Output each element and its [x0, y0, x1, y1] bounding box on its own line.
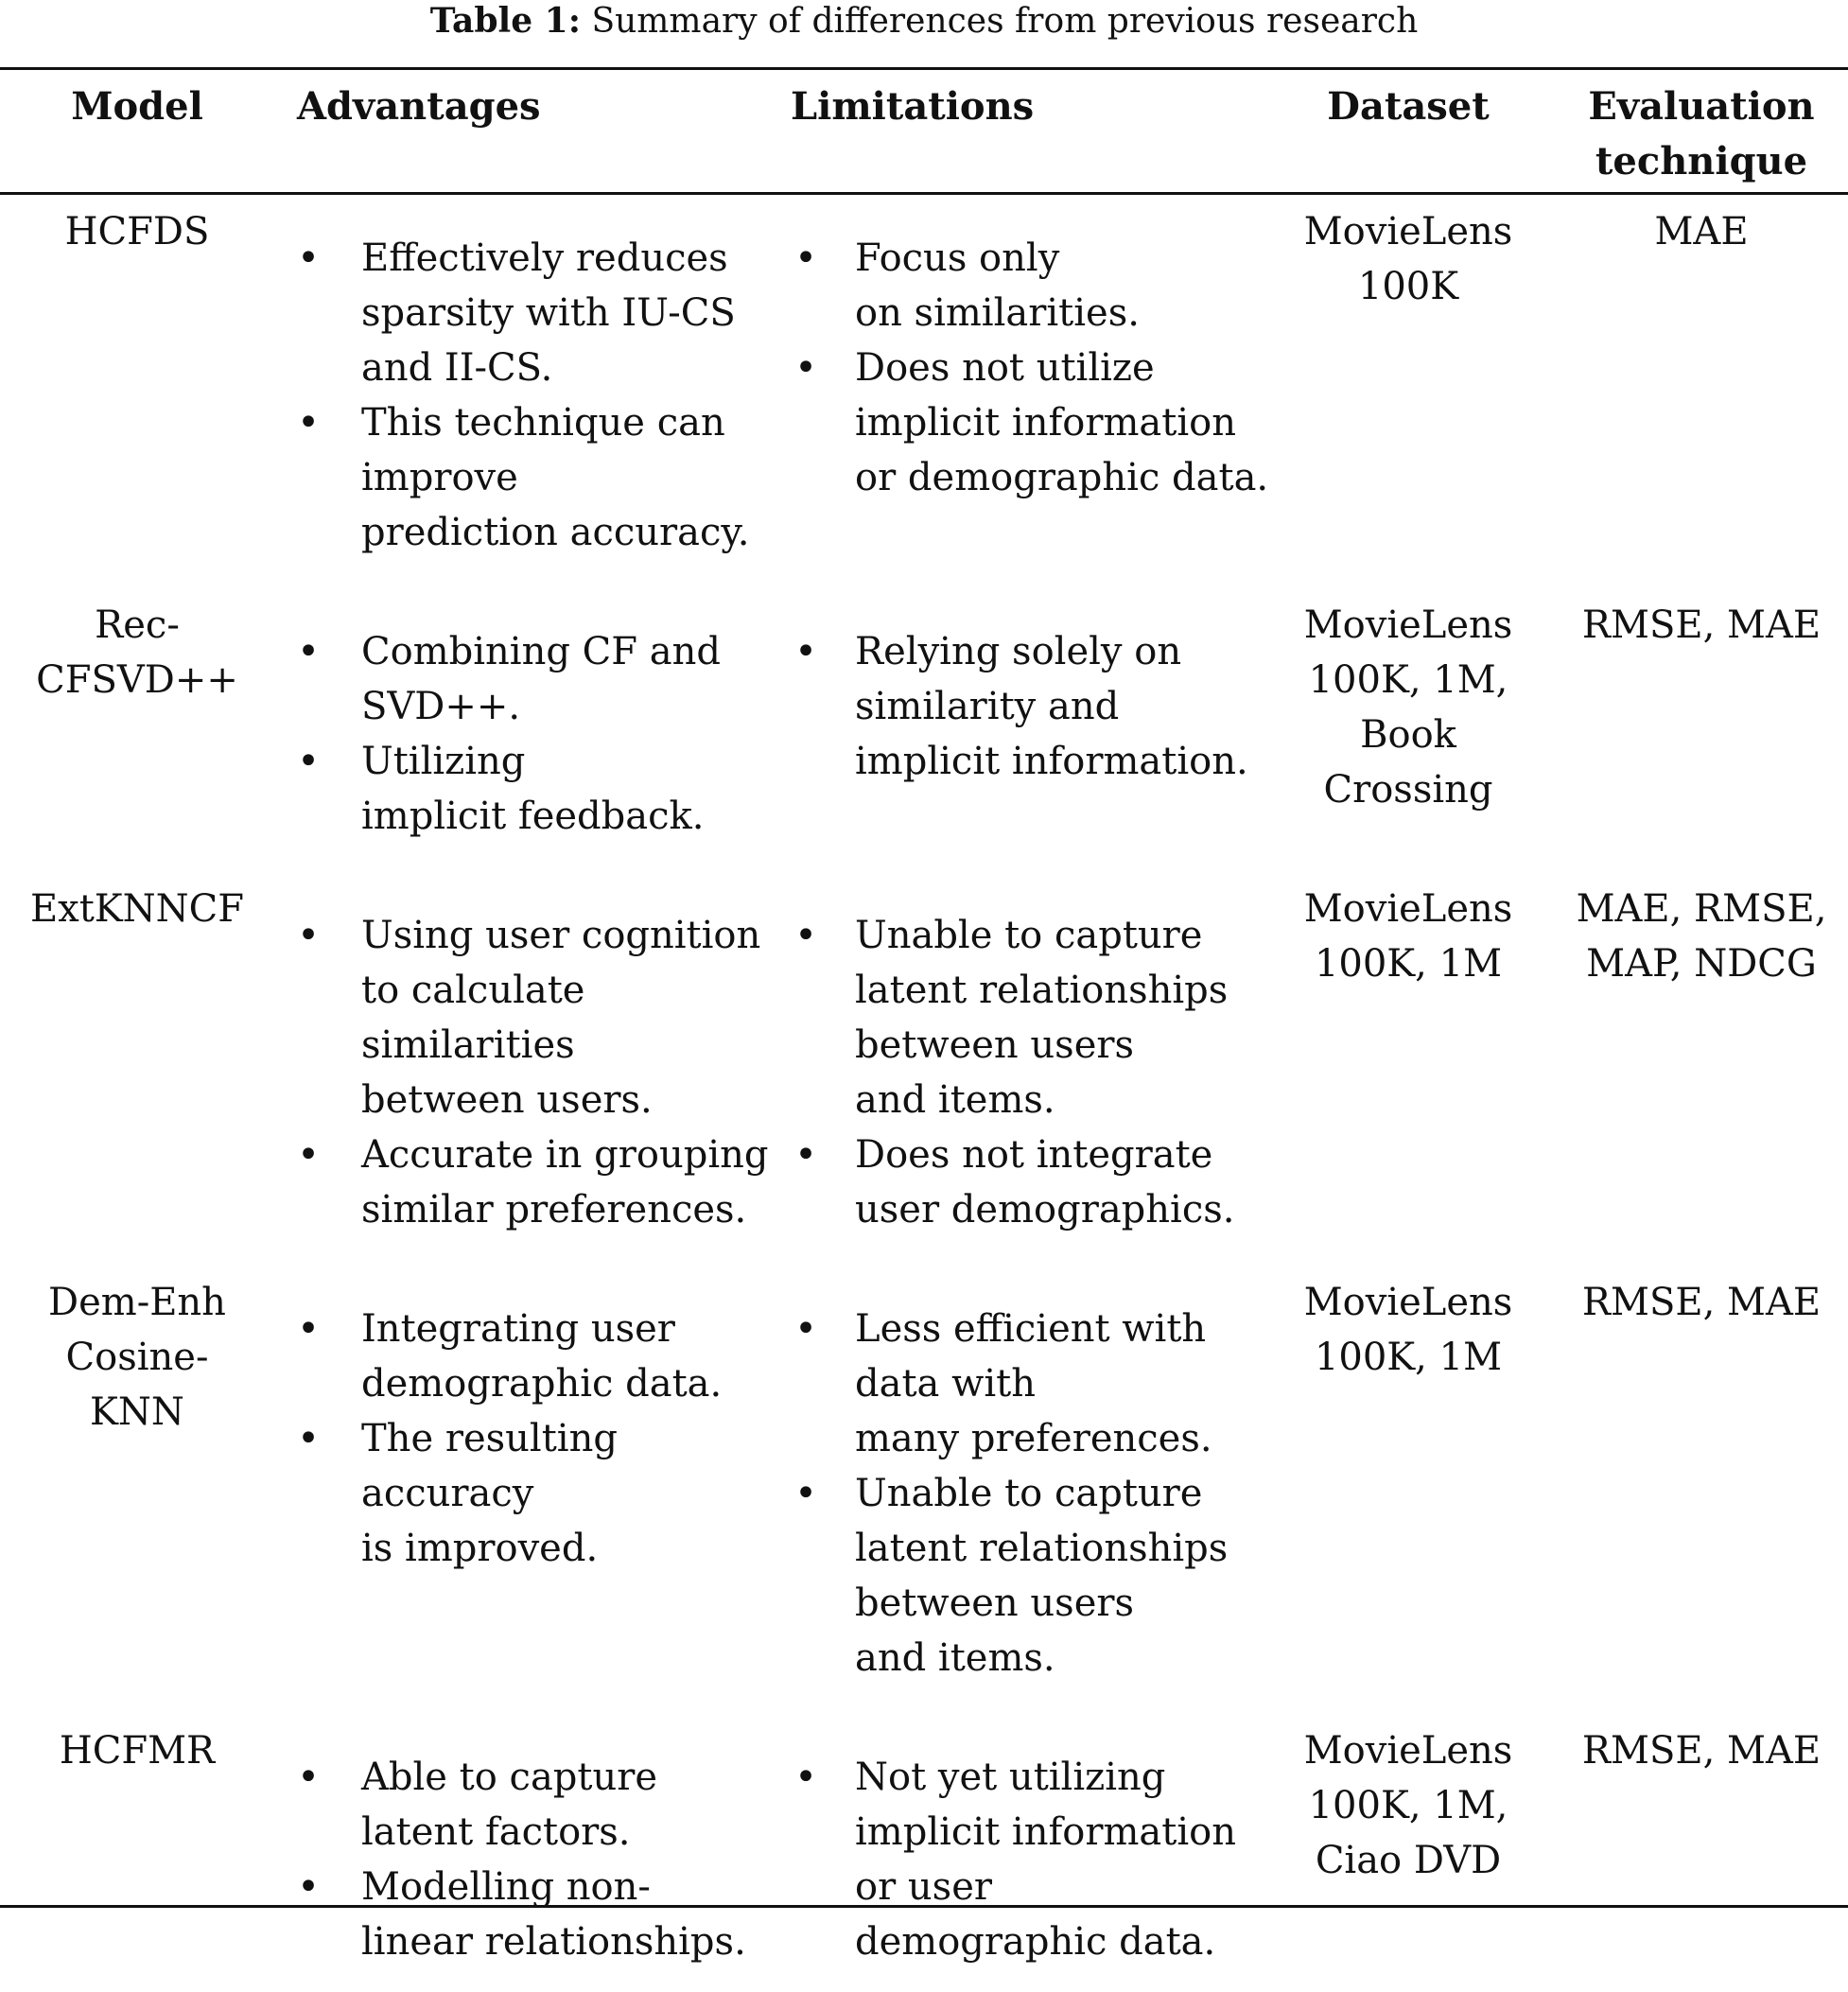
bullet-icon: •	[794, 1133, 817, 1177]
limitations-cell-list	[779, 866, 1256, 1260]
list-item-line: latent relationships	[855, 969, 1229, 1012]
list-item	[286, 624, 762, 734]
list-item-line: This technique can	[361, 401, 725, 445]
list-item	[779, 231, 1256, 341]
list-item-line: is improved.	[361, 1527, 599, 1570]
caption-label: Table 1:	[429, 1, 581, 41]
list-item	[286, 1127, 769, 1237]
dataset-cell-line: MovieLens	[1303, 210, 1513, 253]
header-evaluation	[1555, 70, 1848, 189]
header-row	[0, 70, 1848, 189]
dataset-cell-line: MovieLens	[1303, 1281, 1513, 1324]
list-item	[779, 624, 1256, 789]
advantages-cell	[274, 866, 768, 1260]
list-item	[286, 908, 762, 1127]
list-item	[779, 908, 1256, 1127]
list-item-line: improve	[361, 456, 518, 499]
model-cell	[0, 1260, 274, 1708]
list-item	[286, 1860, 762, 1969]
bullet-icon: •	[297, 1417, 320, 1460]
list-item-line: similarity and	[855, 685, 1120, 728]
dataset-cell-line: 100K, 1M	[1314, 1336, 1503, 1379]
model-cell	[0, 866, 274, 1260]
bullet-icon: •	[297, 914, 320, 957]
advantages-cell-list	[286, 1708, 762, 1992]
advantages-cell	[274, 583, 768, 866]
list-item-line: Integrating user	[361, 1307, 675, 1351]
evaluation-cell-line: MAE, RMSE,	[1576, 887, 1827, 931]
header-limitations: Limitations	[791, 84, 1035, 129]
list-item-line: linear relationships.	[361, 1920, 746, 1964]
caption-text: Summary of differences from previous research	[581, 2, 1419, 41]
list-item-line: demographic data.	[361, 1362, 723, 1406]
list-item-line: or user	[855, 1865, 992, 1909]
advantages-cell-list	[286, 189, 762, 583]
list-item-line: Does not integrate	[855, 1133, 1213, 1177]
bullet-icon: •	[297, 740, 320, 783]
bullet-icon: •	[794, 914, 817, 957]
dataset-cell-line: 100K, 1M,	[1308, 1784, 1508, 1827]
evaluation-cell-line: RMSE, MAE	[1581, 1729, 1822, 1773]
bullet-icon: •	[297, 1756, 320, 1799]
list-item-line: Utilizing	[361, 740, 526, 783]
evaluation-cell-line: MAE	[1654, 210, 1749, 253]
list-item-line: implicit information	[855, 401, 1236, 445]
evaluation-cell-line: RMSE, MAE	[1581, 603, 1822, 647]
list-item	[779, 1750, 1256, 1969]
table-caption	[0, 0, 1848, 43]
bullet-icon: •	[297, 236, 320, 280]
evaluation-cell	[1555, 1708, 1848, 1992]
advantages-cell	[274, 189, 768, 583]
comparison-table	[0, 70, 1848, 1992]
list-item-line: or demographic data.	[855, 456, 1269, 499]
list-item-line: Focus only	[855, 236, 1060, 280]
bullet-icon: •	[794, 1472, 817, 1515]
dataset-cell-line: Book	[1360, 713, 1456, 757]
list-item-line: The resulting	[361, 1417, 618, 1460]
dataset-cell-line: Crossing	[1323, 768, 1493, 812]
table-row	[0, 189, 1848, 583]
list-item-line: Using user cognition	[361, 914, 761, 957]
bullet-icon: •	[794, 236, 817, 280]
list-item-line: Effectively reduces	[361, 236, 728, 280]
list-item	[779, 1466, 1256, 1686]
model-cell-line: Cosine-	[65, 1336, 209, 1379]
dataset-cell	[1262, 866, 1555, 1260]
list-item-line: latent factors.	[361, 1810, 631, 1854]
dataset-cell	[1262, 1260, 1555, 1708]
advantages-cell-list	[286, 583, 762, 866]
list-item-line: sparsity with IU-CS	[361, 291, 736, 335]
bullet-icon: •	[297, 1865, 320, 1909]
list-item	[286, 1411, 762, 1576]
list-item-line: and items.	[855, 1636, 1055, 1680]
list-item-line: user demographics.	[855, 1188, 1235, 1232]
table-row	[0, 1260, 1848, 1708]
list-item-line: Accurate in grouping	[361, 1133, 769, 1177]
evaluation-cell-line: RMSE, MAE	[1581, 1281, 1822, 1324]
list-item-line: similarities	[361, 1023, 575, 1067]
list-item-line: Does not utilize	[855, 346, 1155, 390]
bullet-icon: •	[297, 401, 320, 445]
limitations-cell-list	[779, 1260, 1256, 1708]
list-item-line: latent relationships	[855, 1527, 1229, 1570]
bullet-icon: •	[794, 1756, 817, 1799]
evaluation-cell	[1555, 866, 1848, 1260]
list-item-line: Modelling non-	[361, 1865, 651, 1909]
list-item-line: SVD++.	[361, 685, 521, 728]
dataset-cell-line: 100K	[1357, 265, 1459, 308]
dataset-cell-line: Ciao DVD	[1315, 1839, 1502, 1882]
list-item	[286, 231, 762, 395]
evaluation-cell	[1555, 583, 1848, 866]
header-advantages: Advantages	[297, 84, 541, 129]
list-item	[286, 734, 762, 844]
bullet-icon: •	[794, 630, 817, 673]
dataset-cell-line: MovieLens	[1303, 1729, 1513, 1773]
dataset-cell	[1262, 1708, 1555, 1992]
advantages-cell-list	[286, 866, 769, 1260]
list-item-line: and items.	[855, 1078, 1055, 1122]
list-item-line: to calculate	[361, 969, 585, 1012]
dataset-cell-line: 100K, 1M,	[1308, 658, 1508, 702]
list-item	[779, 341, 1269, 505]
header-dataset: Dataset	[1327, 84, 1490, 129]
list-item-line: many preferences.	[855, 1417, 1212, 1460]
table-row	[0, 583, 1848, 866]
table-row	[0, 1708, 1848, 1992]
limitations-cell-list	[779, 583, 1256, 812]
limitations-cell-list	[779, 189, 1269, 528]
model-cell-line: HCFMR	[59, 1729, 216, 1773]
list-item-line: and II-CS.	[361, 346, 553, 390]
list-item-line: Relying solely on	[855, 630, 1182, 673]
list-item	[286, 395, 762, 560]
model-cell-line: Rec-	[95, 603, 180, 647]
list-item-line: Unable to capture	[855, 1472, 1203, 1515]
list-item-line: Unable to capture	[855, 914, 1203, 957]
limitations-cell	[768, 189, 1269, 583]
evaluation-cell	[1555, 189, 1848, 583]
advantages-cell-list	[286, 1260, 762, 1599]
list-item-line: Less efficient with	[855, 1307, 1207, 1351]
list-item-line: demographic data.	[855, 1920, 1216, 1964]
list-item	[286, 1302, 762, 1411]
model-cell-line: CFSVD++	[36, 658, 238, 702]
header-evaluation-line2: technique	[1595, 139, 1808, 183]
header-evaluation-line1: Evaluation	[1588, 84, 1815, 129]
dataset-cell-line: MovieLens	[1303, 603, 1513, 647]
limitations-cell-list	[779, 1708, 1256, 1992]
advantages-cell	[274, 1708, 768, 1992]
list-item	[286, 1750, 762, 1860]
bullet-icon: •	[794, 346, 817, 390]
evaluation-cell-line: MAP, NDCG	[1586, 942, 1817, 986]
model-cell-line: HCFDS	[64, 210, 210, 253]
evaluation-cell	[1555, 1260, 1848, 1708]
list-item-line: similar preferences.	[361, 1188, 747, 1232]
model-cell-line: ExtKNNCF	[29, 887, 245, 931]
limitations-cell	[768, 866, 1262, 1260]
model-cell	[0, 1708, 274, 1992]
list-item-line: accuracy	[361, 1472, 534, 1515]
model-cell-line: KNN	[90, 1390, 184, 1434]
table-body	[0, 189, 1848, 1992]
list-item-line: implicit information	[855, 1810, 1236, 1854]
model-cell-line: Dem-Enh	[48, 1281, 226, 1324]
model-cell	[0, 189, 274, 583]
limitations-cell	[768, 1260, 1262, 1708]
dataset-cell-line: MovieLens	[1303, 887, 1513, 931]
limitations-cell	[768, 1708, 1262, 1992]
header-model: Model	[71, 84, 203, 129]
list-item-line: implicit feedback.	[361, 795, 705, 838]
list-item	[779, 1127, 1256, 1237]
bullet-icon: •	[297, 630, 320, 673]
table-row	[0, 866, 1848, 1260]
list-item-line: Not yet utilizing	[855, 1756, 1166, 1799]
list-item-line: Able to capture	[361, 1756, 658, 1799]
dataset-cell	[1262, 189, 1555, 583]
bullet-icon: •	[297, 1307, 320, 1351]
bullet-icon: •	[297, 1133, 320, 1177]
limitations-cell	[768, 583, 1262, 866]
list-item-line: on similarities.	[855, 291, 1140, 335]
bullet-icon: •	[794, 1307, 817, 1351]
list-item-line: implicit information.	[855, 740, 1248, 783]
list-item-line: data with	[855, 1362, 1036, 1406]
list-item	[779, 1302, 1256, 1466]
list-item-line: prediction accuracy.	[361, 511, 750, 554]
list-item-line: between users	[855, 1023, 1135, 1067]
dataset-cell	[1262, 583, 1555, 866]
dataset-cell-line: 100K, 1M	[1314, 942, 1503, 986]
advantages-cell	[274, 1260, 768, 1708]
list-item-line: between users.	[361, 1078, 653, 1122]
list-item-line: Combining CF and	[361, 630, 721, 673]
model-cell	[0, 583, 274, 866]
list-item-line: between users	[855, 1581, 1135, 1625]
